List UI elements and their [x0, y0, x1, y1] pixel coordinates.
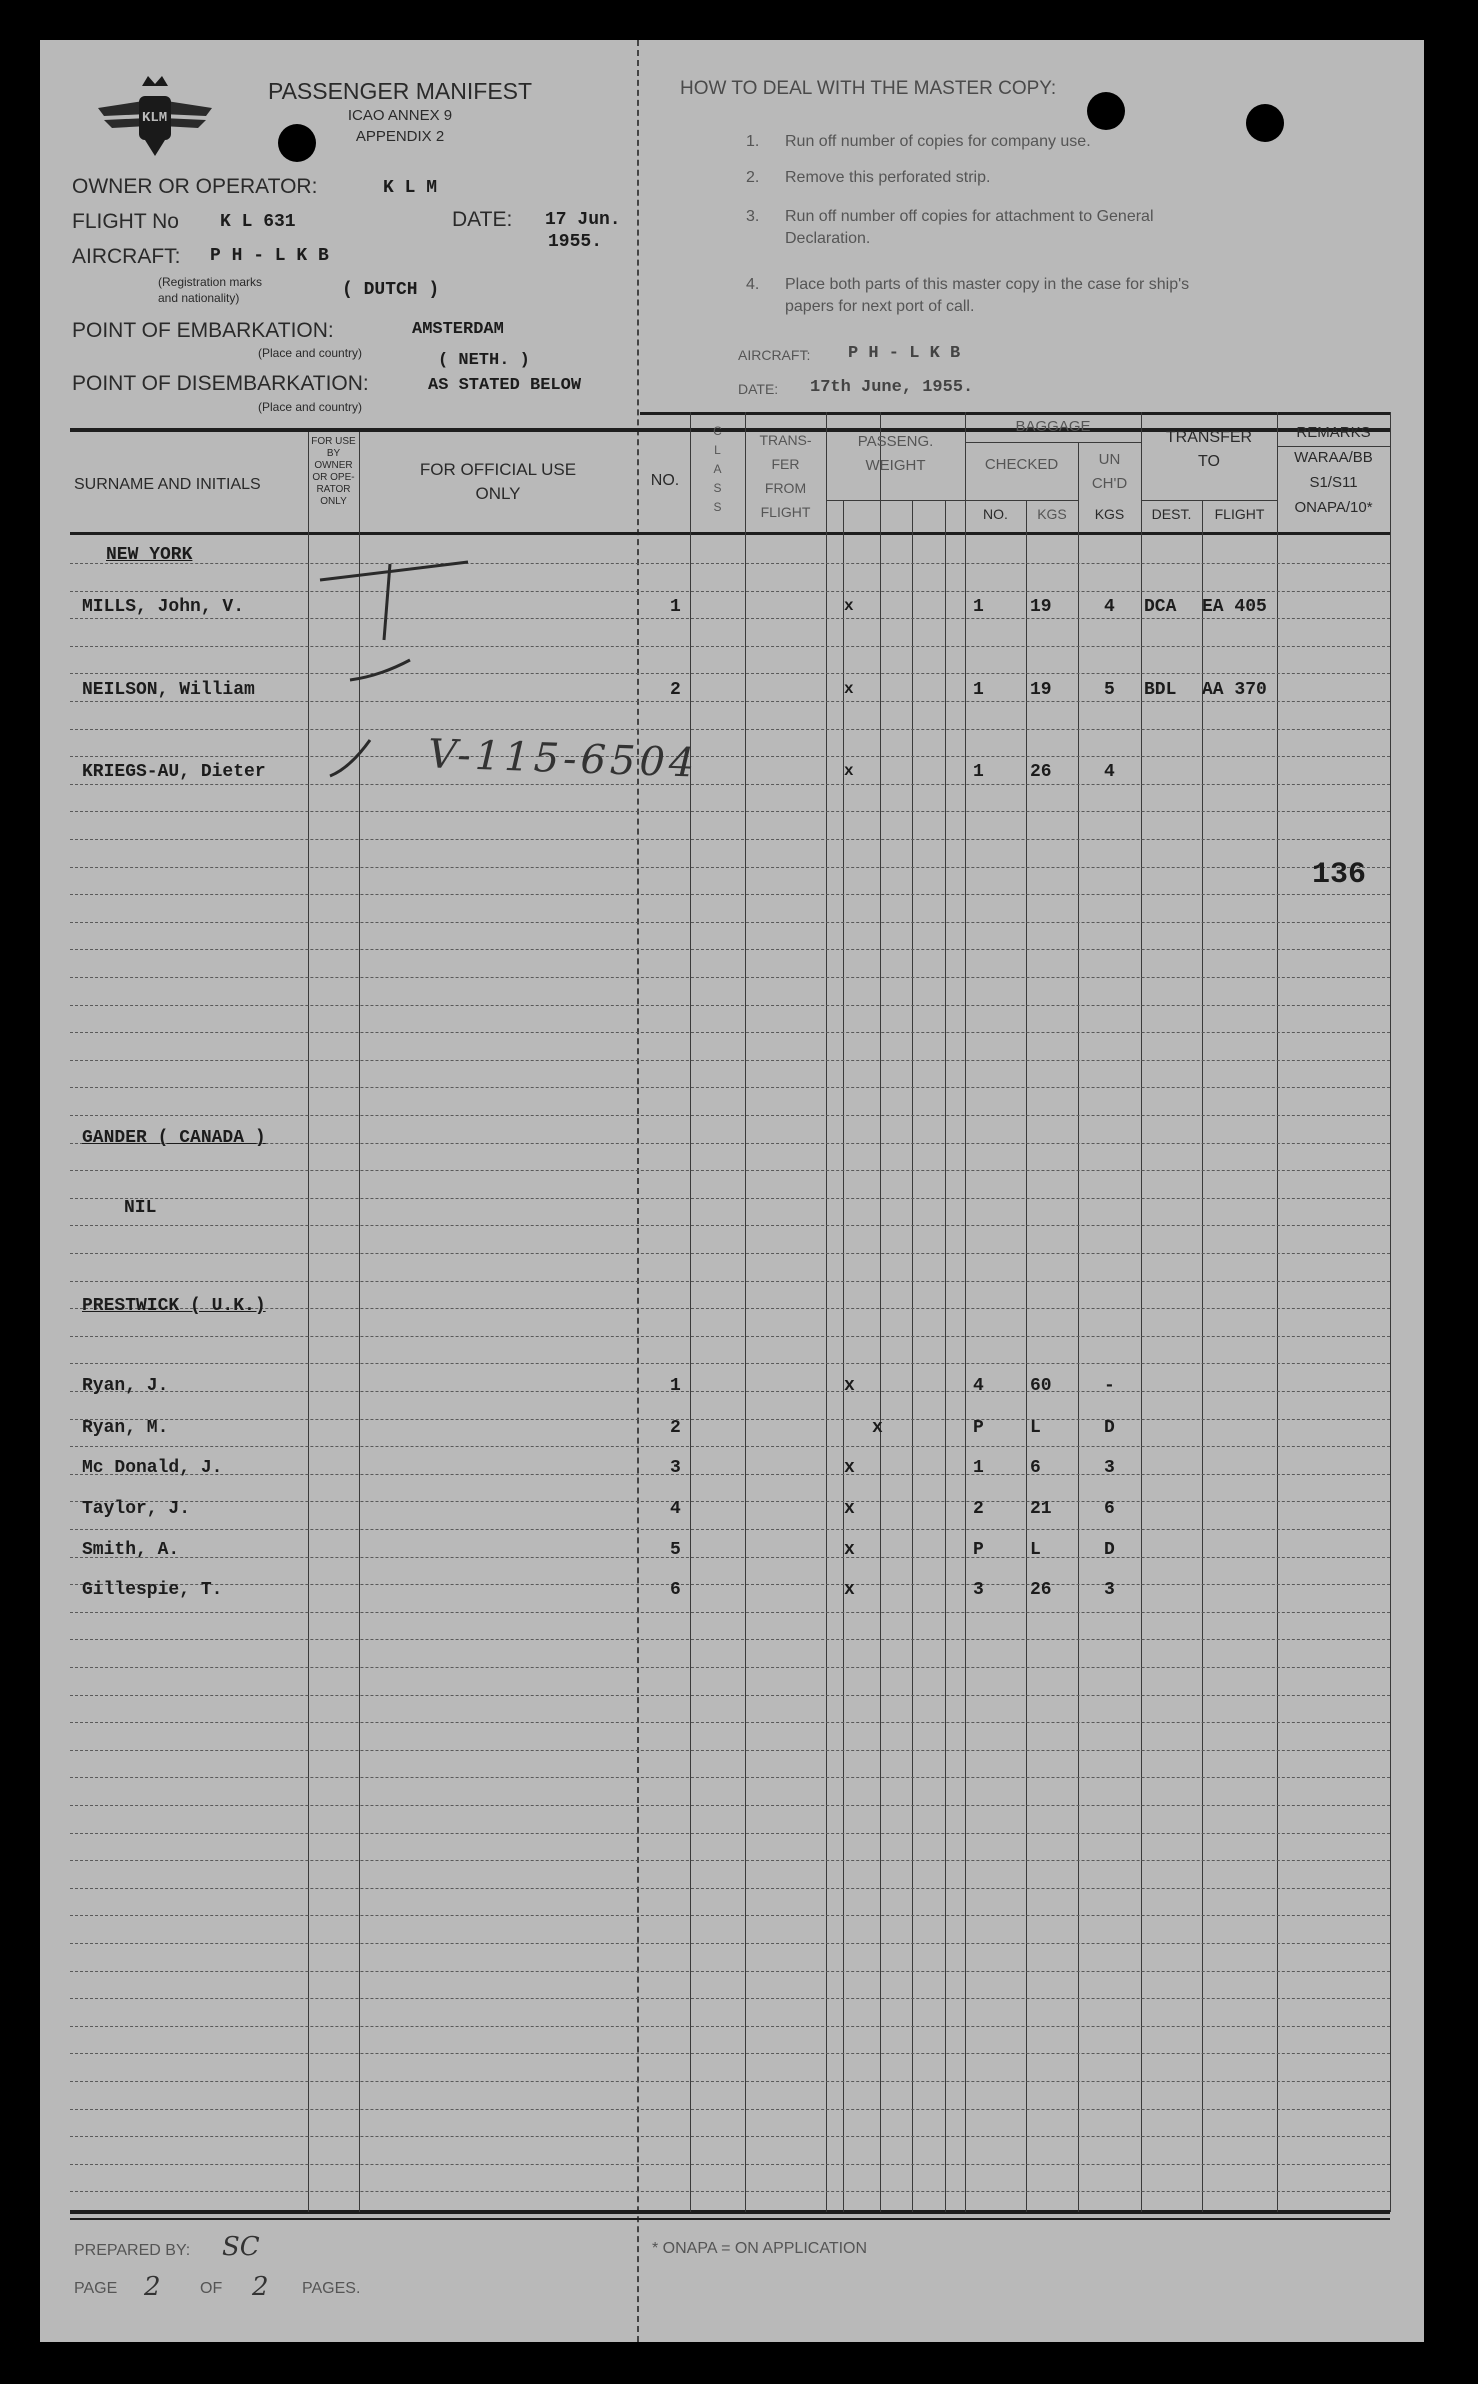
row-line: [70, 1557, 1390, 1558]
prepared-by-value: SC: [222, 2232, 260, 2262]
col-remarks-line: S1/S11: [1309, 474, 1358, 491]
row-line: [70, 1143, 1390, 1144]
col-remarks-line: ONAPA/10*: [1294, 499, 1373, 516]
col-owner-use-line: FOR USE: [311, 436, 356, 447]
col-kgs-unchecked: KGS: [1094, 506, 1125, 522]
weight-mark: x: [844, 1458, 855, 1478]
transfer-dest: DCA: [1144, 597, 1177, 617]
unchecked-kgs: -: [1104, 1376, 1115, 1396]
col-class-letter: A: [713, 462, 722, 476]
row-line: [70, 1281, 1390, 1282]
passenger-no: 1: [670, 1376, 681, 1396]
handwritten-strokes: [40, 40, 740, 840]
weight-mark: x: [844, 1580, 855, 1600]
bag-kgs: L: [1030, 1540, 1041, 1560]
of-label: OF: [200, 2280, 223, 2297]
row-line: [70, 2026, 1390, 2027]
bag-kgs: L: [1030, 1418, 1041, 1438]
icao-annex: ICAO ANNEX 9: [347, 107, 453, 124]
row-line: [70, 1005, 1390, 1006]
row-line: [70, 1253, 1390, 1254]
row-line: [70, 1639, 1390, 1640]
punch-hole: [1246, 104, 1284, 142]
place-note: (Place and country): [258, 346, 363, 360]
col-sep: [1277, 412, 1278, 2212]
bag-no: 1: [973, 1458, 984, 1478]
table-bottom-border: [70, 2210, 1390, 2214]
row-line: [70, 2191, 1390, 2192]
unchecked-kgs: 4: [1104, 597, 1115, 617]
row-line: [70, 1584, 1390, 1585]
owner-label: OWNER OR OPERATOR:: [72, 175, 318, 198]
passenger-name: Gillespie, T.: [82, 1580, 223, 1600]
col-surname: SURNAME AND INITIALS: [74, 476, 261, 493]
col-passenger-weight-line: PASSENG.: [857, 433, 934, 450]
col-sep: [826, 412, 827, 2212]
instruction-num-3: 3.: [746, 208, 760, 225]
instructions-title: HOW TO DEAL WITH THE MASTER COPY:: [680, 78, 1057, 99]
instruction-2: Remove this perforated strip.: [785, 169, 991, 186]
page-label: PAGE: [74, 2280, 118, 2297]
row-line: [70, 977, 1390, 978]
row-line: [70, 949, 1390, 950]
instruction-3b: Declaration.: [785, 230, 871, 247]
row-line: [70, 894, 1390, 895]
col-class-letter: L: [714, 443, 721, 457]
row-line: [70, 1805, 1390, 1806]
weight-mark: x: [872, 1418, 883, 1438]
col-sep: [745, 412, 746, 2212]
embarkation-value: AMSTERDAM: [412, 320, 504, 339]
flight-value: K L 631: [220, 212, 296, 232]
col-transfer-from-line: FLIGHT: [760, 504, 811, 520]
row-line: [70, 1667, 1390, 1668]
row-line: [70, 1998, 1390, 1999]
date-year: 1955.: [548, 232, 603, 252]
row-line: [70, 1750, 1390, 1751]
row-line: [70, 1308, 1390, 1309]
col-remarks-line: REMARKS: [1296, 424, 1371, 441]
row-line: [70, 1363, 1390, 1364]
row-line: [70, 2136, 1390, 2137]
col-sep: [1078, 442, 1079, 2212]
remark-number: 136: [1312, 858, 1367, 892]
aircraft-value: P H - L K B: [210, 246, 329, 266]
row-line: [70, 1695, 1390, 1696]
logo-text: KLM: [142, 110, 168, 126]
date-label-right: DATE:: [738, 381, 779, 397]
col-checked: CHECKED: [984, 456, 1059, 473]
punch-hole: [1087, 92, 1125, 130]
col-kgs: KGS: [1037, 506, 1067, 522]
col-sep: [965, 412, 966, 2212]
passenger-name: KRIEGS-AU, Dieter: [82, 762, 266, 782]
weight-mark: x: [844, 1376, 855, 1396]
row-line: [70, 1971, 1390, 1972]
gander-nil: NIL: [124, 1198, 157, 1218]
destination-gander: GANDER ( CANADA ): [82, 1128, 266, 1148]
date-value: 17 Jun.: [545, 210, 621, 230]
row-line: [70, 1915, 1390, 1916]
bag-kgs: 19: [1030, 597, 1052, 617]
row-line: [70, 1115, 1390, 1116]
row-line: [70, 1170, 1390, 1171]
col-passenger-weight-line: WEIGHT: [865, 457, 926, 474]
row-line: [70, 1336, 1390, 1337]
instruction-4b: papers for next port of call.: [785, 298, 975, 315]
pages-label: PAGES.: [302, 2280, 361, 2297]
col-remarks: [1277, 420, 1390, 520]
col-transfer-from: [745, 428, 826, 524]
row-line: [70, 1888, 1390, 1889]
aircraft-value-right: P H - L K B: [848, 344, 961, 363]
row-line: [70, 2164, 1390, 2165]
bag-no: P: [973, 1540, 984, 1560]
col-transfer-to-line: TO: [1198, 453, 1220, 470]
row-line: [70, 1198, 1390, 1199]
row-line: [70, 2081, 1390, 2082]
place-note-2: (Place and country): [258, 400, 363, 414]
header-rule: [1141, 500, 1277, 501]
row-line: [70, 922, 1390, 923]
bag-kgs: 19: [1030, 680, 1052, 700]
header-rule: [965, 500, 1078, 501]
passenger-no: 6: [670, 1580, 681, 1600]
row-line: [70, 1722, 1390, 1723]
bag-kgs: 26: [1030, 762, 1052, 782]
row-line: [70, 1032, 1390, 1033]
unchecked-kgs: D: [1104, 1418, 1115, 1438]
col-class-letter: S: [713, 500, 722, 514]
instruction-num-4: 4.: [746, 276, 760, 293]
bag-kgs: 21: [1030, 1499, 1052, 1519]
row-line: [70, 1474, 1390, 1475]
passenger-name: Smith, A.: [82, 1540, 180, 1560]
unchecked-kgs: D: [1104, 1540, 1115, 1560]
passenger-no: 1: [670, 597, 681, 617]
row-line: [70, 1501, 1390, 1502]
row-line: [70, 1943, 1390, 1944]
col-unchecked-line: CH'D: [1091, 475, 1128, 492]
appendix: APPENDIX 2: [355, 128, 445, 145]
unchecked-kgs: 4: [1104, 762, 1115, 782]
col-baggage: BAGGAGE: [1015, 418, 1091, 435]
prepared-by-label: PREPARED BY:: [74, 2242, 191, 2259]
registration-note: (Registration marks: [158, 275, 263, 289]
passenger-no: 3: [670, 1458, 681, 1478]
unchecked-kgs: 3: [1104, 1458, 1115, 1478]
row-line: [70, 1419, 1390, 1420]
col-owner-use-line: RATOR: [316, 484, 351, 495]
weight-mark: x: [844, 1499, 855, 1519]
row-line: [70, 1060, 1390, 1061]
passenger-name: Ryan, J.: [82, 1376, 169, 1396]
instruction-1: Run off number of copies for company use.: [785, 133, 1091, 150]
row-line: [70, 1612, 1390, 1613]
row-line: [70, 1833, 1390, 1834]
bag-no: P: [973, 1418, 984, 1438]
row-line: [70, 1777, 1390, 1778]
passenger-name: NEILSON, William: [82, 680, 255, 700]
disembarkation-value: AS STATED BELOW: [428, 376, 582, 395]
table-bottom-border-2: [70, 2218, 1390, 2220]
col-bag-no: NO.: [983, 506, 1008, 522]
col-class-letter: S: [713, 481, 722, 495]
header-rule: [965, 442, 1141, 443]
col-official-line: FOR OFFICIAL USE: [419, 460, 577, 479]
header-rule: [826, 500, 965, 501]
weight-mark: x: [844, 680, 854, 698]
col-sep: [1390, 412, 1391, 2212]
col-no: NO.: [650, 472, 680, 489]
row-line: [70, 1860, 1390, 1861]
row-line: [70, 1225, 1390, 1226]
col-passenger-weight: [826, 430, 965, 478]
col-transfer-to: [1141, 426, 1277, 474]
aircraft-label: AIRCRAFT:: [72, 245, 181, 268]
passenger-no: 2: [670, 1418, 681, 1438]
unchecked-kgs: 5: [1104, 680, 1115, 700]
col-remarks-line: WARAA/BB: [1294, 449, 1373, 466]
bag-kgs: 6: [1030, 1458, 1041, 1478]
passenger-name: MILLS, John, V.: [82, 597, 245, 617]
col-official-line: ONLY: [475, 484, 521, 503]
col-unchecked-line: UN: [1098, 451, 1121, 468]
col-owner-use-line: OR OPE-: [312, 472, 355, 483]
row-line: [70, 1446, 1390, 1447]
registration-note-2: and nationality): [158, 291, 240, 305]
weight-mark: x: [844, 762, 854, 780]
of-value: 2: [252, 2272, 269, 2302]
bag-no: 2: [973, 1499, 984, 1519]
destination-prestwick: PRESTWICK ( U.K.): [82, 1296, 266, 1316]
col-owner-use-line: OWNER: [314, 460, 353, 471]
row-line: [70, 1087, 1390, 1088]
bag-no: 3: [973, 1580, 984, 1600]
col-owner-use-line: BY: [326, 448, 341, 459]
bag-no: 1: [973, 597, 984, 617]
row-line: [70, 1529, 1390, 1530]
passenger-name: Ryan, M.: [82, 1418, 169, 1438]
manifest-page: [40, 40, 1424, 2342]
col-class-letter: C: [713, 424, 722, 438]
transfer-flight: AA 370: [1202, 680, 1267, 700]
bag-kgs: 60: [1030, 1376, 1052, 1396]
col-unchecked: [1078, 448, 1141, 496]
bag-kgs: 26: [1030, 1580, 1052, 1600]
official-handwritten-number: V-115-6504: [427, 731, 700, 787]
passenger-no: 2: [670, 680, 681, 700]
passenger-name: Mc Donald, J.: [82, 1458, 223, 1478]
bag-no: 1: [973, 762, 984, 782]
row-line: [70, 1391, 1390, 1392]
row-line: [70, 2053, 1390, 2054]
form-title: PASSENGER MANIFEST: [267, 78, 533, 104]
bag-no: 1: [973, 680, 984, 700]
col-sep: [1141, 412, 1142, 2212]
instruction-num-1: 1.: [746, 133, 760, 150]
transfer-flight: EA 405: [1202, 597, 1267, 617]
unchecked-kgs: 6: [1104, 1499, 1115, 1519]
passenger-no: 4: [670, 1499, 681, 1519]
onapa-note: * ONAPA = ON APPLICATION: [652, 2240, 868, 2257]
page-value: 2: [144, 2272, 161, 2302]
date-label: DATE:: [452, 208, 513, 231]
date-value-right: 17th June, 1955.: [810, 378, 974, 397]
nationality-value: ( DUTCH ): [342, 280, 440, 300]
aircraft-label-right: AIRCRAFT:: [738, 347, 811, 363]
flight-label: FLIGHT No: [72, 210, 179, 233]
transfer-dest: BDL: [1144, 680, 1177, 700]
passenger-no: 5: [670, 1540, 681, 1560]
col-flight: FLIGHT: [1214, 506, 1265, 522]
instruction-num-2: 2.: [746, 169, 760, 186]
instruction-3: Run off number off copies for attachment to General: [785, 208, 1154, 225]
embarkation-country: ( NETH. ): [438, 351, 530, 370]
owner-value: K L M: [383, 178, 438, 198]
col-transfer-to-line: TRANSFER: [1165, 429, 1253, 446]
bag-no: 4: [973, 1376, 984, 1396]
col-transfer-from-line: FROM: [764, 480, 807, 496]
row-line: [70, 867, 1390, 868]
weight-mark: x: [844, 597, 854, 615]
col-sep: [880, 412, 881, 2212]
col-transfer-from-line: FER: [771, 456, 800, 472]
weight-mark: x: [844, 1540, 855, 1560]
unchecked-kgs: 3: [1104, 1580, 1115, 1600]
row-line: [70, 2109, 1390, 2110]
embarkation-label: POINT OF EMBARKATION:: [72, 319, 334, 342]
col-owner-use-line: ONLY: [320, 496, 347, 507]
col-transfer-from-line: TRANS-: [759, 432, 812, 448]
instruction-4: Place both parts of this master copy in the case for ship's: [785, 276, 1190, 293]
disembarkation-label: POINT OF DISEMBARKATION:: [72, 372, 369, 395]
passenger-name: Taylor, J.: [82, 1499, 191, 1519]
col-dest: DEST.: [1151, 506, 1192, 522]
destination-new-york: NEW YORK: [106, 545, 193, 565]
